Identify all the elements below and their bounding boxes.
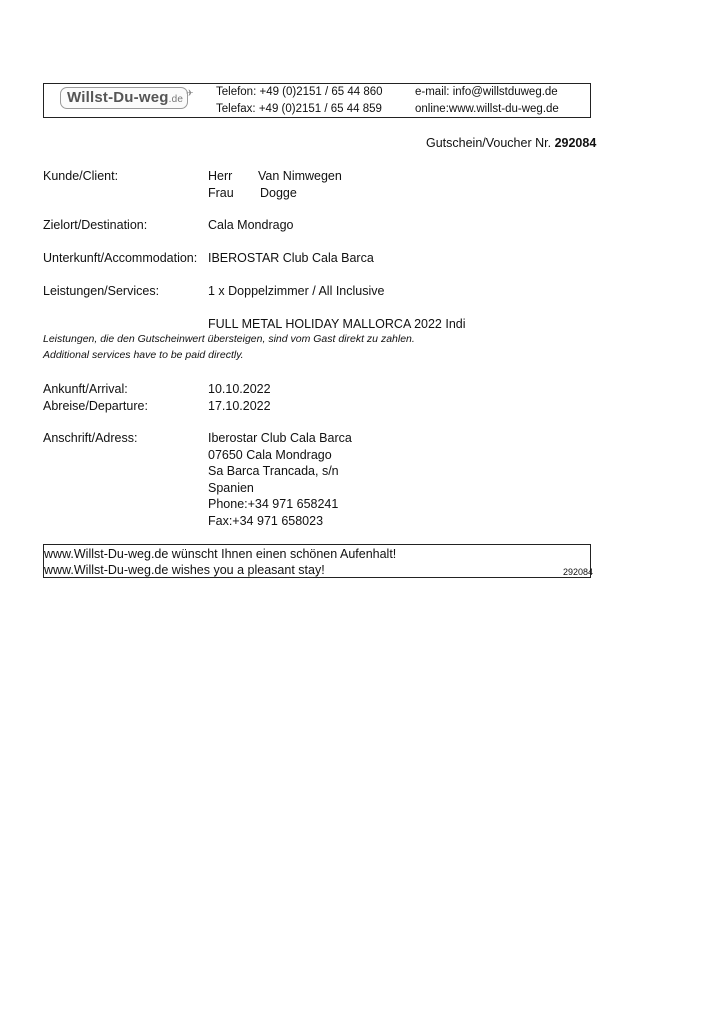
client-salutation-1: Herr (208, 169, 233, 183)
address-line-1: Iberostar Club Cala Barca (208, 431, 352, 445)
voucher-label: Gutschein/Voucher Nr. (426, 136, 552, 150)
footer-voucher-number: 292084 (563, 567, 594, 577)
services-extra: FULL METAL HOLIDAY MALLORCA 2022 Indi (208, 317, 466, 331)
arrival-label: Ankunft/Arrival: (43, 382, 128, 396)
header-phone: Telefon: +49 (0)2151 / 65 44 860 (216, 86, 383, 98)
address-line-4: Spanien (208, 481, 254, 495)
header-website: online:www.willst-du-weg.de (415, 103, 559, 115)
client-name-1: Van Nimwegen (258, 169, 342, 183)
address-line-3: Sa Barca Trancada, s/n (208, 464, 339, 478)
destination-value: Cala Mondrago (208, 218, 294, 232)
accommodation-value: IBEROSTAR Club Cala Barca (208, 251, 374, 265)
airplane-icon: ✈ (186, 88, 194, 98)
destination-label: Zielort/Destination: (43, 218, 148, 232)
footer-german: www.Willst-Du-weg.de wünscht Ihnen einen schönen Aufenhalt! (44, 547, 397, 561)
client-label: Kunde/Client: (43, 169, 119, 183)
address-phone: Phone:+34 971 658241 (208, 497, 339, 511)
footer-english: www.Willst-Du-weg.de wishes you a pleasant stay! (44, 563, 325, 577)
company-logo (60, 87, 188, 109)
client-salutation-2: Frau (208, 186, 234, 200)
services-label: Leistungen/Services: (43, 284, 160, 298)
address-label: Anschrift/Adress: (43, 431, 138, 445)
header-fax: Telefax: +49 (0)2151 / 65 44 859 (216, 103, 382, 115)
note-german: Leistungen, die den Gutscheinwert übersteigen, sind vom Gast direkt zu zahlen. (43, 333, 415, 345)
logo-text: Willst-Du-weg.de (67, 89, 184, 106)
voucher-number-line (426, 136, 596, 150)
departure-date: 17.10.2022 (208, 399, 271, 413)
voucher-number: 292084 (554, 136, 597, 150)
note-english: Additional services have to be paid directly. (43, 349, 244, 361)
services-value: 1 x Doppelzimmer / All Inclusive (208, 284, 385, 298)
address-line-2: 07650 Cala Mondrago (208, 448, 332, 462)
header-email: e-mail: info@willstduweg.de (415, 86, 558, 98)
departure-label: Abreise/Departure: (43, 399, 148, 413)
client-name-2: Dogge (260, 186, 297, 200)
accommodation-label: Unterkunft/Accommodation: (43, 251, 198, 265)
arrival-date: 10.10.2022 (208, 382, 271, 396)
address-fax: Fax:+34 971 658023 (208, 514, 324, 528)
